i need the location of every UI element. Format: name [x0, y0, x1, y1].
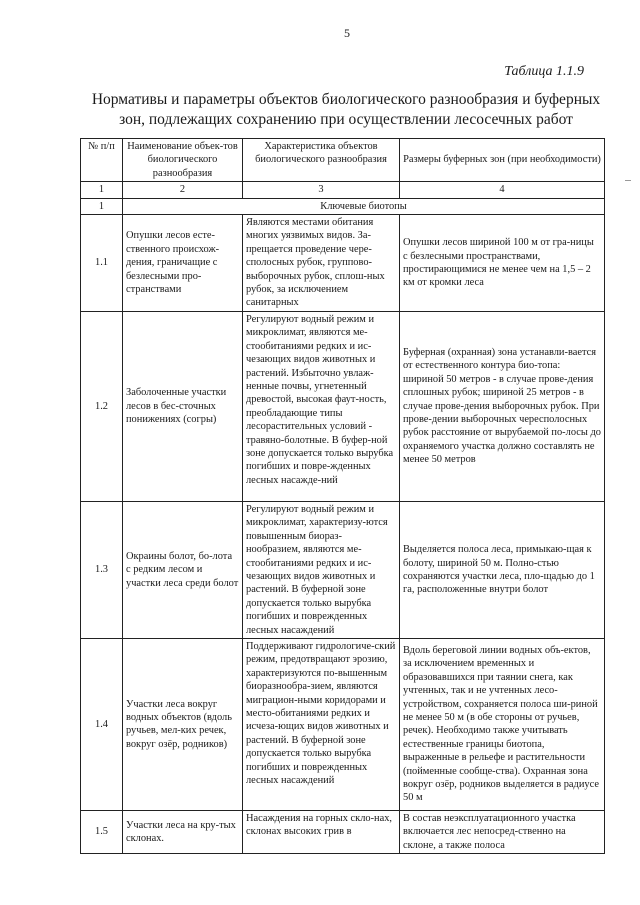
section-row [81, 198, 605, 214]
table-label: Таблица 1.1.9 [504, 64, 584, 79]
header-name: Наименование объек-тов биологического разнообразия [123, 139, 243, 182]
row-number: 1.3 [81, 501, 123, 638]
header-characteristic: Характеристика объектов биологического разнообразия [243, 139, 400, 182]
row-object-name: Заболоченные участки лесов в бес-сточных понижениях (согры) [123, 311, 243, 501]
row-object-name: Окраины болот, бо-лота с редким лесом и участки леса среди болот [123, 501, 243, 638]
row-characteristic: Регулируют водный режим и микроклимат, являются ме-стообитаниями редких и ис-чезающих видов животных и растений. Избыточно увлаж-ненные почвы, угнетенный древостой, высокая фаут-ность, преобладающие типы лесорастительных условий - травяно-болотные. В буфер-ной зоне допускается только вырубка погибших и повре-жденных лесных насажде-ний [243, 311, 400, 501]
row-number: 1.5 [81, 810, 123, 853]
row-object-name: Опушки лесов есте-ственного происхож-дения, граничащие с безлесными про-странствами [123, 215, 243, 312]
header-number: № п/п [81, 139, 123, 182]
row-characteristic: Являются местами обитания многих уязвимых видов. За-прещается проведение чере-сполосных рубок, группово-выборочных рубок, сплош-ных рубок, за исключением санитарных [243, 215, 400, 312]
biodiversity-table [80, 138, 605, 854]
row-buffer-size: Вдоль береговой линии водных объ-ектов, за исключением временных и образовавшихся при таянии снега, как учтенных, так и не учтенных лесо-устройством, сохраняется полоса ши-риной не менее 50 м (в обе стороны от ручьев, речек). Необходимо также учитывать естественные границы биотопа, выраженные в рельефе и растительности (пойменные сообще-ства). Охранная зона вокруг озёр, родников выделяется в радиусе 50 м [400, 638, 605, 810]
col-number-3: 3 [243, 182, 400, 198]
row-number: 1.4 [81, 638, 123, 810]
table-row [81, 638, 605, 810]
table-row [81, 311, 605, 501]
col-number-2: 2 [123, 182, 243, 198]
header-buffer-size: Размеры буферных зон (при необходимости) [400, 139, 605, 182]
table-row [81, 215, 605, 312]
col-number-1: 1 [81, 182, 123, 198]
row-characteristic: Поддерживают гидрологиче-ский режим, предотвращают эрозию, характеризуются по-вышенным биоразнообра-зием, являются миграцион-ными коридорами и место-обитаниями редких и исчеза-ющих видов животных и растений. В буферной зоне допускается только вырубка погибших и поврежденных лесных насаждений [243, 638, 400, 810]
row-buffer-size: Выделяется полоса леса, примыкаю-щая к болоту, шириной 50 м. Полно-стью сохраняются участки леса, пло-щадью до 1 га, расположенные внутри болот [400, 501, 605, 638]
page-number: 5 [344, 26, 350, 40]
row-characteristic: Регулируют водный режим и микроклимат, характеризу-ются повышенным биораз-нообразием, являются ме-стообитаниями редких и ис-чезающих видов животных и растений. В буферной зоне допускается только вырубка погибших и поврежденных лесных насаждений [243, 501, 400, 638]
row-buffer-size: Опушки лесов шириной 100 м от гра-ницы с безлесными пространствами, простирающимися не менее чем на 1,5 – 2 км от кромки леса [400, 215, 605, 312]
row-characteristic: Насаждения на горных скло-нах, склонах высоких грив в [243, 810, 400, 853]
section-label: Ключевые биотопы [123, 198, 605, 214]
row-buffer-size: В состав неэксплуатационного участка включается лес непосред-ственно на склоне, а также полоса [400, 810, 605, 853]
row-object-name: Участки леса на кру-тых склонах. [123, 810, 243, 853]
row-number: 1.2 [81, 311, 123, 501]
column-number-row [81, 182, 605, 198]
document-title: Нормативы и параметры объектов биологического разнообразия и буферных зон, подлежащих сохранению при осуществлении лесосечных работ [91, 91, 601, 128]
table-header-row [81, 139, 605, 182]
section-number: 1 [81, 198, 123, 214]
col-number-4: 4 [400, 182, 605, 198]
scan-edge-mark [625, 180, 631, 181]
row-number: 1.1 [81, 215, 123, 312]
table-row [81, 810, 605, 853]
table-row [81, 501, 605, 638]
row-buffer-size: Буферная (охранная) зона устанавли-вается от естественного контура био-топа: шириной 50 метров - в случае прове-дения сплошных рубок; шириной 25 метров - в случае прове-дения выборочных рубок. При прове-дении выборочных чересполосных рубок расстояние от вырубаемой по-лосы до охраняемого участка должно составлять не менее 50 метров [400, 311, 605, 501]
row-object-name: Участки леса вокруг водных объектов (вдоль ручьев, мел-ких речек, вокруг озёр, родников) [123, 638, 243, 810]
